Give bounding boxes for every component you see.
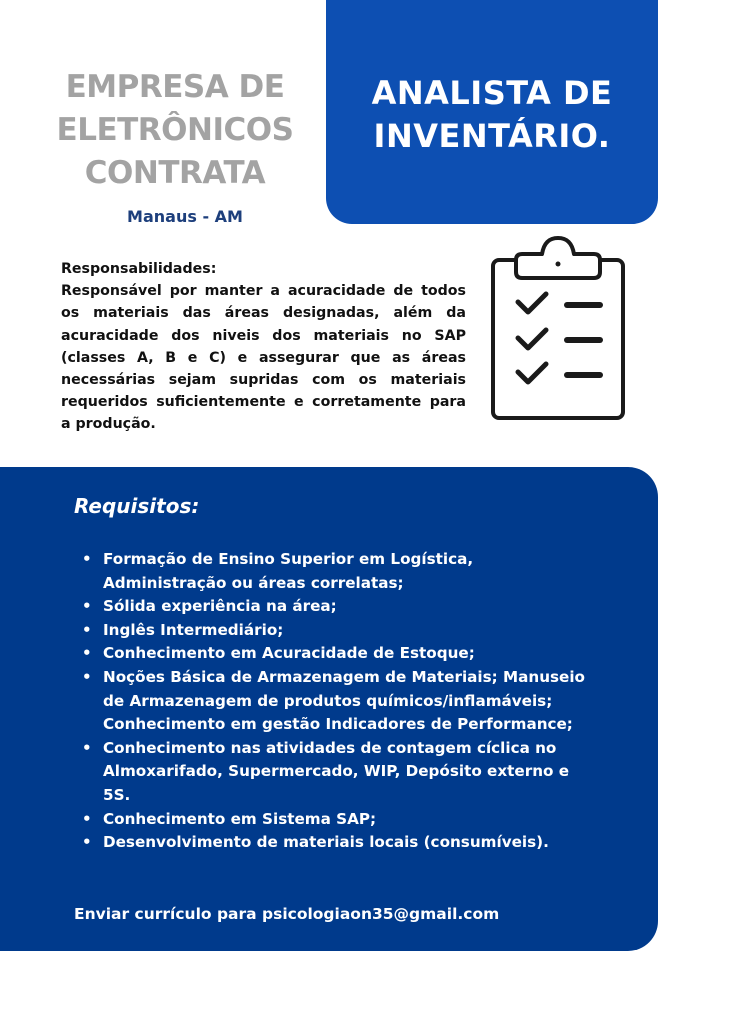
responsibilities-heading: Responsabilidades: xyxy=(61,261,217,277)
requirement-item: • Noções Básica de Armazenagem de Materiais; Manuseio de Armazenagem de produtos químicos/inflamáveis; Conhecimento em gestão Indicadores de Performance; xyxy=(82,667,585,734)
bullet-icon: • xyxy=(82,550,92,568)
requirement-item: • Formação de Ensino Superior em Logística, Administração ou áreas correlatas; xyxy=(82,550,474,592)
requirements-list xyxy=(80,548,600,855)
requirement-item: • Conhecimento em Acuracidade de Estoque; xyxy=(80,642,600,666)
requirements-heading: Requisitos: xyxy=(74,494,200,518)
clipboard-clip xyxy=(516,238,600,278)
bullet-icon: • xyxy=(82,809,92,828)
bullet-icon: • xyxy=(82,738,92,757)
bullet-icon: • xyxy=(82,644,92,663)
contact-text: Enviar currículo para psicologiaon35@gmail.com xyxy=(74,905,500,923)
responsibilities-section xyxy=(61,258,466,436)
company-heading xyxy=(46,66,304,195)
bullet-icon: • xyxy=(82,620,92,639)
company-line: CONTRATA xyxy=(84,155,266,191)
clipboard-hole xyxy=(556,262,561,267)
requirement-item: • Conhecimento nas atividades de contagem cíclica no Almoxarifado, Supermercado, WIP, Depósito externo e 5S. xyxy=(82,738,570,804)
check-mark xyxy=(518,364,546,382)
bullet-icon: • xyxy=(82,833,92,852)
company-line: ELETRÔNICOS xyxy=(56,112,294,148)
clipboard-checklist-icon xyxy=(488,236,628,422)
company-line: EMPRESA DE xyxy=(65,69,285,105)
bullet-icon: • xyxy=(82,667,92,686)
job-title-line: ANALISTA DE xyxy=(371,74,613,112)
requirement-item: • Sólida experiência na área; xyxy=(80,595,600,619)
requirement-item: • Conhecimento em Sistema SAP; xyxy=(80,808,600,832)
job-title-line: INVENTÁRIO. xyxy=(373,117,611,155)
location-label: Manaus - AM xyxy=(127,207,243,226)
job-title xyxy=(326,72,658,158)
check-mark xyxy=(518,294,546,312)
requirement-item: • Inglês Intermediário; xyxy=(80,619,600,643)
clipboard-board xyxy=(493,260,623,418)
requirement-item: • Desenvolvimento de materiais locais (consumíveis). xyxy=(80,831,600,855)
check-mark xyxy=(518,330,546,348)
responsibilities-text: Responsável por manter a acuracidade de todos os materiais das áreas designadas, além da acuracidade dos niveis dos materiais no SAP (classes A, B e C) e assegurar que as áreas necessárias sejam supridas com os materiais requeridos suficientemente e corretamente para a produção. xyxy=(61,283,466,433)
bullet-icon: • xyxy=(82,597,92,616)
